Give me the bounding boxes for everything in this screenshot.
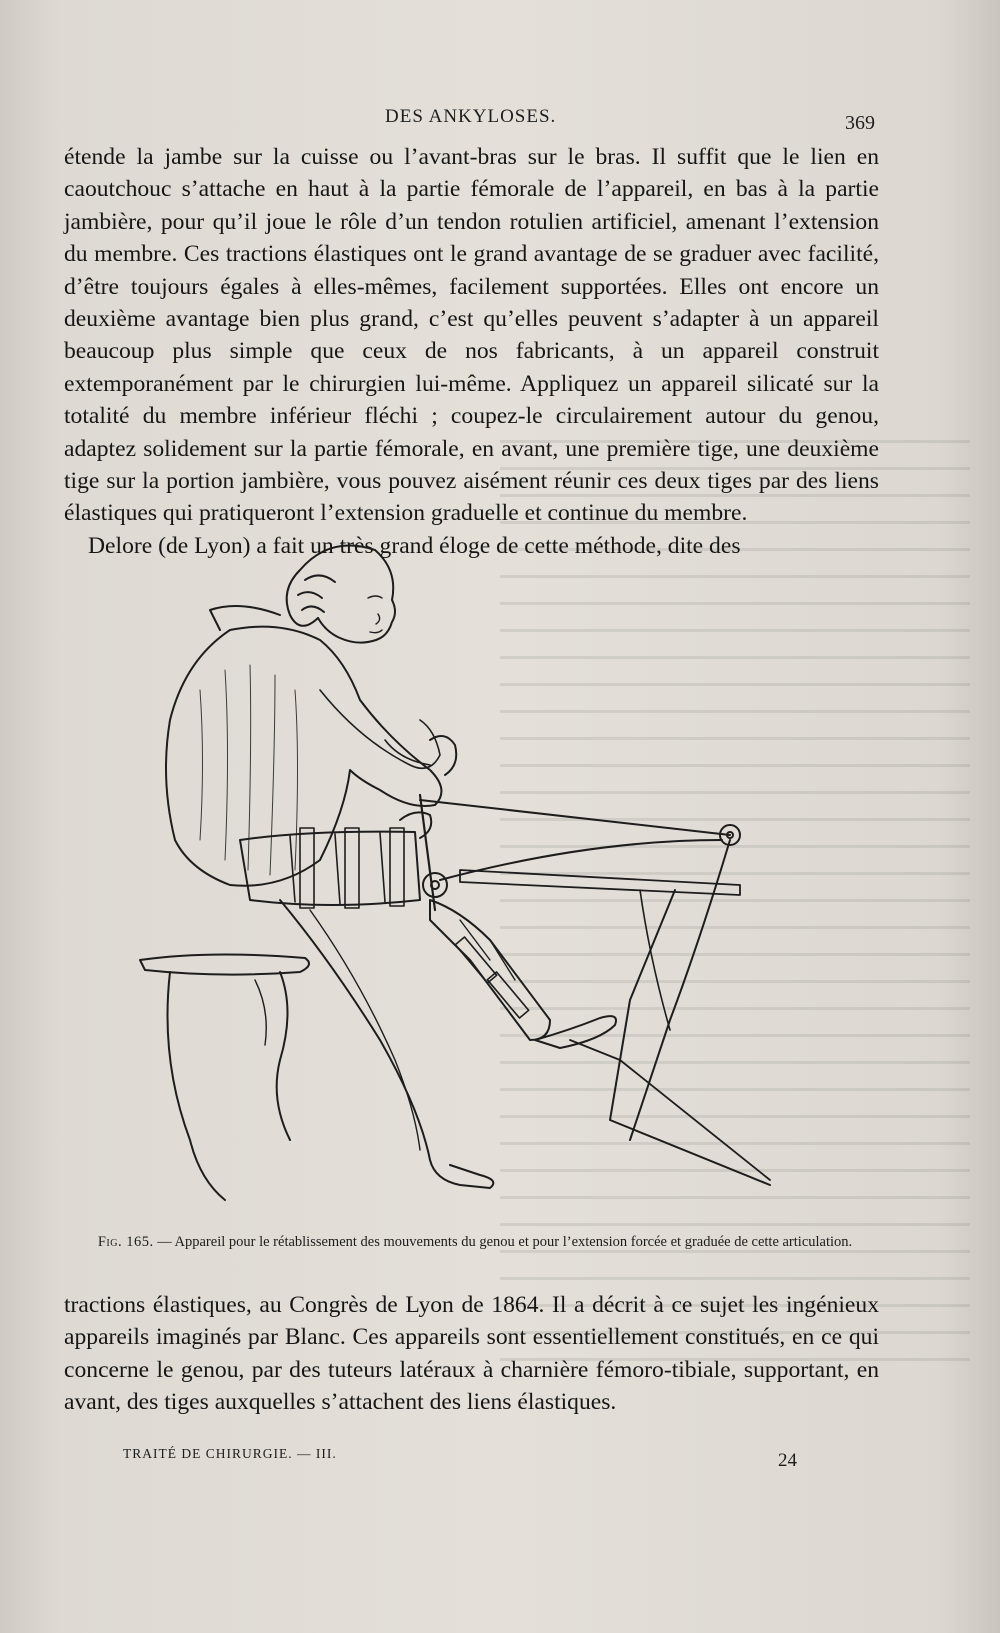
free-leg [280,900,493,1188]
body-paragraph: tractions élastiques, au Congrès de Lyon de 1864. Il a décrit à ce sujet les ingénieux appareils imaginés par Blanc. Ces appareils sont essentiellement constitués, en ce qui concerne le genou, par des tuteurs latéraux à charnière fémoro-tibiale, supportant, en avant, des tiges auxquelles s’attachent des liens élastiques. [64,1292,879,1416]
frame-bar [460,870,740,895]
stool-leg-left [168,972,226,1200]
page-number: 369 [845,112,875,134]
traction-rod [420,800,730,835]
figure-label: Fig. 165. [97,1234,154,1250]
leg-splint [430,900,550,1040]
stool-leg-right [277,972,290,1140]
body-text-top [64,141,879,562]
page-footer [0,1440,1000,1480]
running-head [0,106,1000,136]
shirt [166,627,441,886]
hand-upper [430,736,456,775]
thigh-splint [240,832,420,905]
running-title: DES ANKYLOSES. [385,106,557,127]
body-paragraph: Delore (de Lyon) a fait un très grand éloge de cette méthode, dite des [88,532,741,559]
body-text-bottom [64,1289,879,1419]
stool-seat [140,954,309,974]
elastic-cord [440,840,722,880]
volume-signature: TRAITÉ DE CHIRURGIE. — III. [123,1446,337,1461]
body-paragraph: étende la jambe sur la cuisse ou l’avant-bras sur le bras. Il suffit que le lien en caoutchouc s’attache en haut à la partie fémorale de l’appareil, en bas à la partie jambière, pour qu’il joue le rôle d’un tendon rotulien artificiel, amenant l’extension du membre. Ces tractions élastiques ont le grand avantage de se graduer avec facilité, d’être toujours égales à elles-mêmes, facilement supportées. Elles ont encore un deuxième avantage bien plus grand, c’est qu’elles peuvent s’adapter à un appareil beaucoup plus simple que ceux de nos fabricants, à un appareil construit extemporanément par le chirurgien lui-même. Appliquez un appareil silicaté sur la totalité du membre inférieur fléchi ; coupez-le circulairement autour du genou, adaptez solidement sur la partie fémorale, en avant, une première tige, une deuxième tige sur la portion jambière, vous pouvez aisément réunir ces deux tiges par des liens élastiques qui pratiqueront l’extension graduelle et continue du membre. [64,144,879,527]
hair [287,570,335,626]
figure-caption [75,1234,875,1251]
figure-caption-text: — Appareil pour le rétablissement des mouvements du genou et pour l’extension forcée et graduée de cette articulation. [157,1234,853,1250]
frame-leg-front [630,840,730,1140]
engraving-seated-man-knee-apparatus [130,540,890,1240]
knee-hinge [423,873,447,897]
frame-leg-rear [610,890,770,1185]
signature-mark: 24 [778,1450,797,1471]
arm [320,690,440,768]
figure-illustration [130,540,890,1240]
